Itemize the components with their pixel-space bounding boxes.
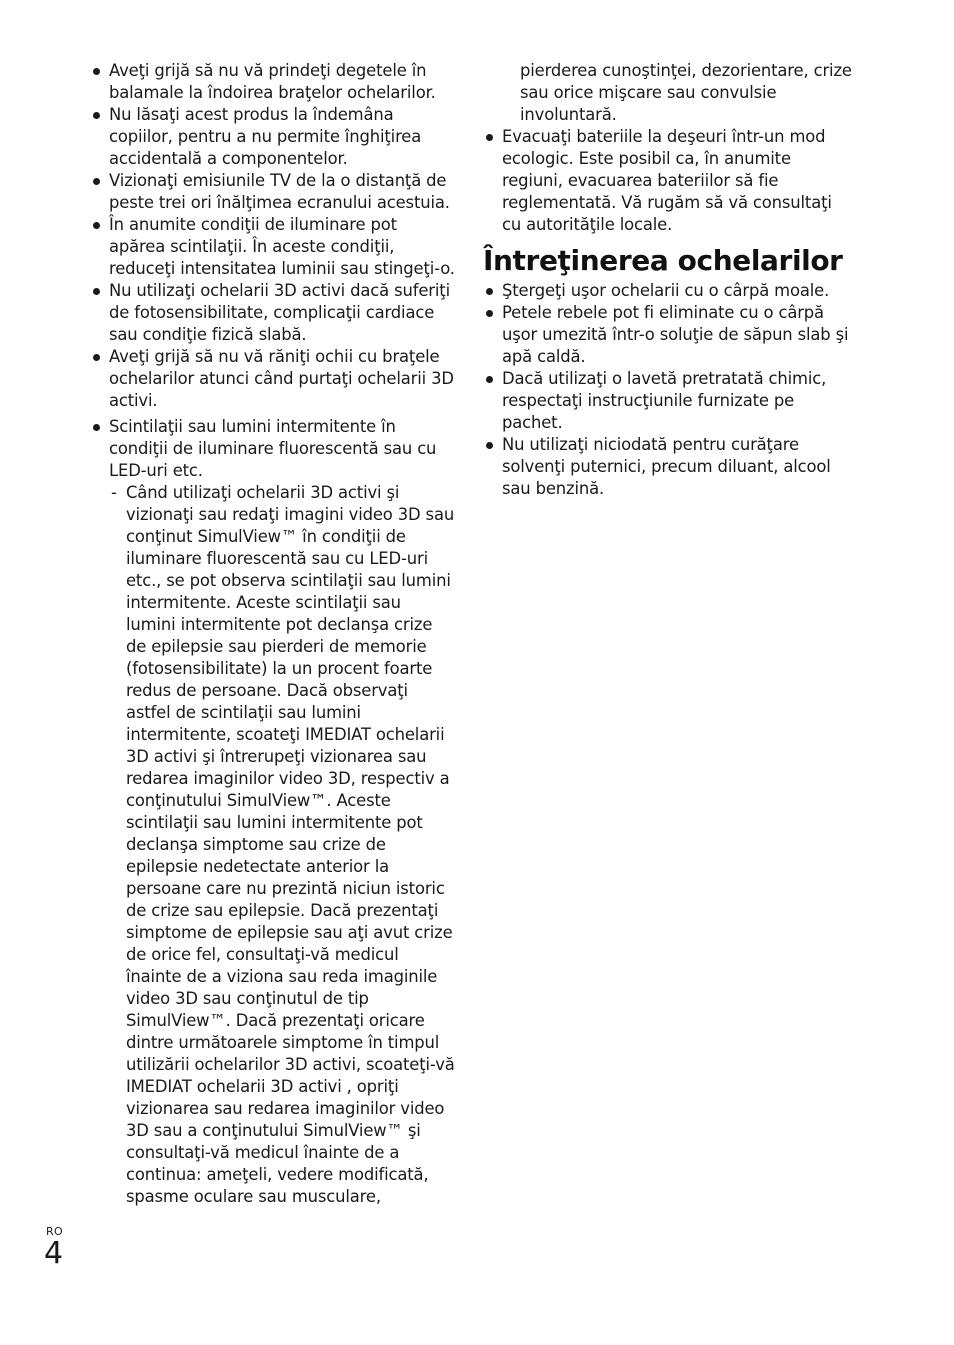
continued-text: pierderea cunoştinţei, dezorientare, crize sau orice mişcare sau convulsie involuntară. — [520, 61, 852, 124]
right-bullet-list-bottom — [483, 280, 853, 500]
list-item: Aveţi grijă să nu vă prindeţi degetele în balamale la îndoirea braţelor ochelarilor. — [90, 60, 455, 104]
list-item: Nu utilizaţi ochelarii 3D activi dacă suferiţi de fotosensibilitate, complicaţii cardiace sau condiţie fizică slabă. — [90, 280, 455, 346]
list-item: În anumite condiţii de iluminare pot apărea scintilaţii. În aceste condiţii, reduceţi intensitatea luminii sau stingeţi-o. — [90, 214, 455, 280]
dash-marker: - — [111, 483, 117, 502]
section-title: Întreţinerea ochelarilor — [483, 244, 843, 277]
language-code: RO — [46, 1225, 63, 1238]
list-item: Nu utilizaţi niciodată pentru curăţare solvenţi puternici, precum diluant, alcool sau benzină. — [483, 434, 853, 500]
list-item: Aveţi grijă să nu vă răniţi ochii cu braţele ochelarilor atunci când purtaţi ochelarii 3D activi. — [90, 346, 455, 412]
right-bullet-list-top — [483, 126, 853, 236]
list-item: Dacă utilizaţi o lavetă pretratată chimic, respectaţi instrucţiunile furnizate pe pachet. — [483, 368, 853, 434]
sub-list-item-text: Când utilizaţi ochelarii 3D activi şi vizionaţi sau redaţi imagini video 3D sau conţinut SimulView™ în condiţii de iluminare fluorescentă sau cu LED-uri etc., se pot observa scintilaţii sau lumini intermitente. Aceste scintilaţii sau lumini intermitente pot declanşa crize de epilepsie sau pierderi de memorie (fotosensibilitate) la un procent foarte redus de persoane. Dacă observaţi astfel de scintilaţii sau lumini intermitente, scoateţi IMEDIAT ochelarii 3D activi şi întrerupeţi vizionarea sau redarea imaginilor video 3D, respectiv a conţinutului SimulView™. Aceste scintilaţii sau lumini intermitente pot declanşa simptome sau crize de epilepsie nedetectate anterior la persoane care nu prezintă niciun istoric de crize sau epilepsie. Dacă prezentaţi simptome de epilepsie sau aţi avut crize de orice fel, consultaţi-vă medicul înainte de a viziona sau reda imaginile video 3D sau conţinutul de tip SimulView™. Dacă prezentaţi oricare dintre următoarele simptome în timpul utilizării ochelarilor 3D activi, scoateţi-vă IMEDIAT ochelarii 3D activi , opriţi vizionarea sau redarea imaginilor video 3D sau a conţinutului SimulView™ şi consultaţi-vă medicul înainte de a continua: ameţeli, vedere modificată, spasme oculare sau musculare, — [126, 483, 455, 1206]
left-bullet-list — [90, 60, 455, 1208]
list-item: Vizionaţi emisiunile TV de la o distanţă de peste trei ori înălţimea ecranului acestuia. — [90, 170, 455, 214]
list-item: Evacuaţi bateriile la deşeuri într-un mod ecologic. Este posibil ca, în anumite regiuni, evacuarea bateriilor să fie reglementată. Vă rugăm să vă consultaţi cu autorităţile locale. — [483, 126, 853, 236]
right-column — [483, 60, 853, 500]
list-item: Petele rebele pot fi eliminate cu o cârpă uşor umezită într-o soluţie de săpun slab şi apă caldă. — [483, 302, 853, 368]
list-item-text: Scintilaţii sau lumini intermitente în condiţii de iluminare fluorescentă sau cu LED-uri etc. — [109, 417, 437, 480]
page-number: 4 — [44, 1236, 64, 1271]
list-item: Ştergeţi uşor ochelarii cu o cârpă moale. — [483, 280, 853, 302]
left-column — [90, 60, 455, 1208]
list-item-with-subitem — [90, 416, 455, 1208]
sub-list-item — [109, 482, 455, 1208]
list-item: Nu lăsaţi acest produs la îndemâna copiilor, pentru a nu permite înghiţirea accidentală a componentelor. — [90, 104, 455, 170]
